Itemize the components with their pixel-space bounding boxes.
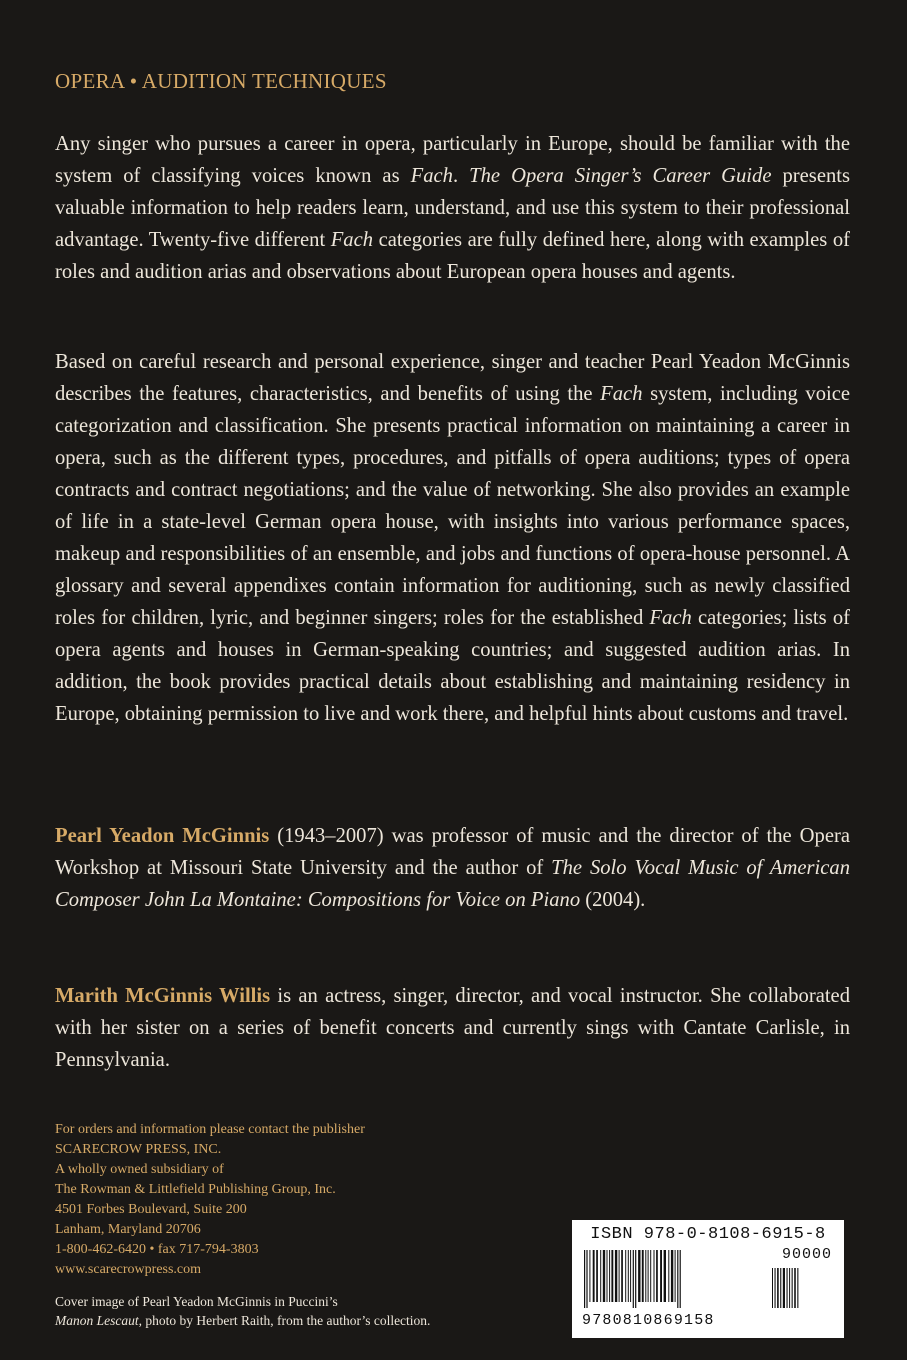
barcode-bar <box>589 1250 590 1302</box>
isbn-label: ISBN 978-0-8108-6915-8 <box>590 1225 826 1244</box>
barcode-bar <box>628 1250 629 1302</box>
barcode-bar <box>792 1268 793 1308</box>
publisher-line: 1-800-462-6420 • fax 717-794-3803 <box>55 1242 259 1257</box>
publisher-line: SCARECROW PRESS, INC. <box>55 1142 222 1157</box>
barcode-bar <box>677 1250 678 1308</box>
publisher-line: Lanham, Maryland 20706 <box>55 1222 201 1237</box>
cover-credit <box>55 1292 430 1330</box>
barcode-bar <box>797 1268 798 1308</box>
description-paragraph-1 <box>55 128 850 288</box>
publisher-line: The Rowman & Littlefield Publishing Group, Inc. <box>55 1182 336 1197</box>
barcode-bar <box>775 1268 776 1308</box>
barcode-bar <box>615 1250 617 1302</box>
barcode-bar <box>650 1250 651 1302</box>
barcode-bar <box>625 1250 626 1302</box>
text-run: system, including voice categorization and classification. She presents practical information on maintaining a career in opera, such as the different types, procedures, and pitfalls of opera auditions; types of opera contracts and contract negotiations; and the value of networking. She also provides an example of life in a state-level German opera house, with insights into various performance spaces, makeup and responsibilities of an ensemble, and jobs and functions of opera-house personnel. A glossary and several appendixes contain information for auditioning, such as newly classified roles for children, lyric, and beginner singers; roles for the established <box>55 383 850 629</box>
category-heading: OPERA • AUDITION TECHNIQUES <box>55 69 387 93</box>
barcode-bar <box>789 1268 790 1308</box>
barcode-bar <box>660 1250 662 1302</box>
barcode-bar <box>794 1268 796 1308</box>
barcode-bar <box>593 1250 595 1302</box>
book-title: The Solo Vocal Music of American Composer John La Montaine: Compositions for Voice on Piano <box>55 857 850 911</box>
cover-credit-line-1: Cover image of Pearl Yeadon McGinnis in Puccini’s <box>55 1294 338 1309</box>
text-run: . <box>452 165 470 187</box>
barcode-bar <box>642 1250 644 1302</box>
text-run: , photo by Herbert Raith, from the author’s collection. <box>138 1313 431 1328</box>
publisher-website: www.scarecrowpress.com <box>55 1262 202 1277</box>
publisher-line: 4501 Forbes Boulevard, Suite 200 <box>55 1202 247 1217</box>
price-code: 90000 <box>781 1246 832 1263</box>
author-name: Marith McGinnis Willis <box>55 985 271 1007</box>
barcode-bar <box>635 1250 636 1308</box>
text-run: (2004). <box>580 889 646 911</box>
barcode-bar <box>787 1268 788 1308</box>
description-paragraph-2 <box>55 346 850 730</box>
barcode-bar <box>772 1268 773 1308</box>
barcode-bar <box>777 1268 779 1308</box>
ean-bars <box>584 1250 681 1308</box>
fach-term: Fach <box>410 165 453 187</box>
barcode-bar <box>633 1250 634 1308</box>
barcode-bar <box>783 1268 785 1308</box>
barcode-bar <box>609 1250 610 1302</box>
fach-term: Fach <box>600 383 643 405</box>
barcode-bar <box>648 1250 649 1302</box>
barcode-bar <box>671 1250 673 1302</box>
author-name: Pearl Yeadon McGinnis <box>55 825 270 847</box>
publisher-info <box>55 1120 365 1280</box>
book-title: The Opera Singer’s Career Guide <box>469 165 772 187</box>
barcode-bar <box>668 1250 669 1302</box>
cover-credit-line-2 <box>55 1311 430 1330</box>
barcode-bar <box>607 1250 608 1302</box>
addon-bars <box>772 1268 798 1308</box>
text-run: categories; lists of opera agents and houses in German-speaking countries; and suggested audition arias. In addition, the book provides practical details about establishing and maintaining residency in Europe, obtaining permission to live and work there, and helpful hints about customs and travel. <box>55 607 850 725</box>
barcode-bars-area <box>582 1246 834 1308</box>
author-bio-2 <box>55 980 850 1076</box>
barcode-bar <box>619 1250 620 1302</box>
barcode-bar <box>675 1250 676 1302</box>
barcode-bar <box>611 1250 613 1302</box>
fach-term: Fach <box>330 229 374 251</box>
ean-digits: 9780810869158 <box>582 1312 715 1329</box>
fach-term: Fach <box>649 607 692 629</box>
barcode-bar <box>654 1250 655 1302</box>
barcode-bar <box>780 1268 781 1308</box>
text-run: (1943–2007) was professor of music and the director of the Opera Workshop at Missouri State University and the author of <box>55 825 850 879</box>
publisher-line: A wholly owned subsidiary of <box>55 1162 224 1177</box>
barcode-bar <box>603 1250 605 1302</box>
barcode-bar <box>664 1250 666 1302</box>
barcode-bar <box>600 1250 601 1302</box>
barcode-bar <box>584 1250 585 1308</box>
barcode-bar <box>621 1250 623 1302</box>
text-run: Any singer who pursues a career in opera, particularly in Europe, should be familiar with the system of classifying voices known as <box>55 133 850 187</box>
barcode-bar <box>596 1250 598 1302</box>
publisher-line: For orders and information please contact the publisher <box>55 1122 365 1137</box>
barcode-bar <box>630 1250 631 1302</box>
barcode-bar <box>680 1250 681 1308</box>
text-run: presents valuable information to help readers learn, understand, and use this system to their professional advantage. Twenty-five different <box>55 165 850 251</box>
barcode-bar <box>656 1250 658 1302</box>
text-run: Based on careful research and personal experience, singer and teacher Pearl Yeadon McGinnis describes the features, characteristics, and benefits of using the <box>55 351 850 405</box>
opera-title: Manon Lescaut <box>55 1313 139 1328</box>
text-run: categories are fully defined here, along with examples of roles and audition arias and observations about European opera houses and agents. <box>55 229 850 283</box>
barcode-bar <box>645 1250 646 1302</box>
barcode-bar <box>586 1250 587 1308</box>
barcode-bar <box>638 1250 640 1302</box>
text-run: is an actress, singer, director, and vocal instructor. She collaborated with her sister on a series of benefit concerts and currently sings with Cantate Carlisle, in Pennsylvania. <box>55 985 850 1071</box>
isbn-barcode <box>572 1220 844 1338</box>
author-bio-1 <box>55 820 850 916</box>
